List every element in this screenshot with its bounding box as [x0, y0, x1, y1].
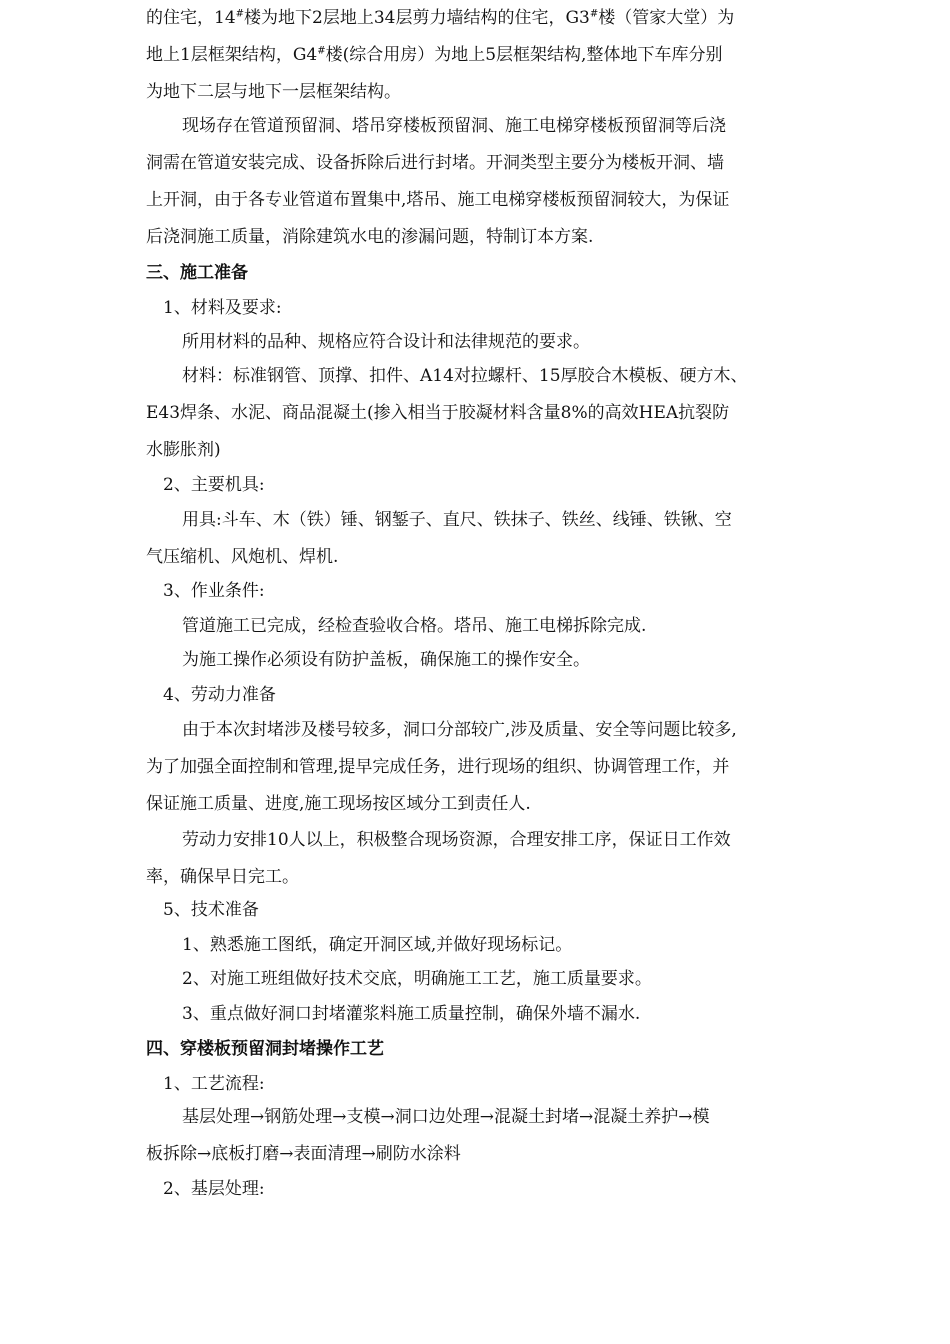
openings-line-2: 洞需在管道安装完成、设备拆除后进行封堵。开洞类型主要分为楼板开洞、墙: [146, 153, 724, 173]
s3-sub2-title: 2、主要机具:: [163, 475, 265, 495]
s3-tech-item-3: 3、重点做好洞口封堵灌浆料施工质量控制，确保外墙不漏水.: [182, 1004, 641, 1024]
s3-tech-item-2: 2、对施工班组做好技术交底，明确施工工艺，施工质量要求。: [182, 969, 652, 989]
labor2-line-1: 劳动力安排10人以上，积极整合现场资源，合理安排工序，保证日工作效: [182, 830, 731, 850]
tools-line-1: 用具:斗车、木（铁）锤、钢錾子、直尺、铁抹子、铁丝、线锤、铁锹、空: [182, 510, 732, 530]
intro-line-2: 地上1层框架结构，G4#楼(综合用房）为地上5层框架结构,整体地下车库分别: [146, 45, 723, 65]
openings-paragraph: [146, 108, 816, 256]
materials-line-1: 材料：标准钢管、顶撑、扣件、A14对拉螺杆、15厚胶合木模板、硬方木、: [182, 366, 748, 386]
openings-line-3: 上开洞，由于各专业管道布置集中,塔吊、施工电梯穿楼板预留洞较大，为保证: [146, 190, 730, 210]
s3-sub3-title: 3、作业条件:: [163, 581, 265, 601]
labor1-line-2: 为了加强全面控制和管理,提早完成任务，进行现场的组织、协调管理工作，并: [146, 757, 730, 777]
s4-sub2-title: 2、基层处理:: [163, 1179, 265, 1199]
labor1-line-1: 由于本次封堵涉及楼号较多，洞口分部较广,涉及质量、安全等问题比较多,: [182, 720, 737, 740]
intro-line-3: 为地下二层与地下一层框架结构。: [146, 82, 401, 102]
s3-tech-item-1: 1、熟悉施工图纸，确定开洞区域,并做好现场标记。: [182, 935, 573, 955]
s3-tools-paragraph: [146, 502, 816, 576]
section-3-heading: 三、施工准备: [146, 263, 248, 283]
process-line-1: 基层处理→钢筋处理→支模→洞口边处理→混凝土封堵→混凝土养护→模: [182, 1107, 710, 1127]
s3-sub3-p1: 管道施工已完成，经检查验收合格。塔吊、施工电梯拆除完成.: [182, 616, 647, 636]
s3-sub5-title: 5、技术准备: [163, 900, 259, 920]
s3-labor-paragraph-2: [146, 822, 816, 896]
intro-paragraph: [146, 0, 816, 111]
labor2-line-2: 率，确保早日完工。: [146, 867, 299, 887]
s3-sub3-p2: 为施工操作必须设有防护盖板，确保施工的操作安全。: [182, 650, 590, 670]
openings-line-4: 后浇洞施工质量，消除建筑水电的渗漏问题，特制订本方案.: [146, 227, 594, 247]
process-line-2: 板拆除→底板打磨→表面清理→刷防水涂料: [146, 1144, 461, 1164]
s3-sub1-title: 1、材料及要求:: [163, 298, 282, 318]
s3-sub1-p1: 所用材料的品种、规格应符合设计和法律规范的要求。: [182, 332, 590, 352]
s3-labor-paragraph-1: [146, 712, 816, 823]
materials-line-3: 水膨胀剂): [146, 440, 221, 460]
labor1-line-3: 保证施工质量、进度,施工现场按区域分工到责任人.: [146, 794, 531, 814]
s3-sub4-title: 4、劳动力准备: [163, 685, 276, 705]
s3-materials-paragraph: [146, 358, 816, 469]
s4-process-flow: [146, 1099, 816, 1173]
section-4-heading: 四、穿楼板预留洞封堵操作工艺: [146, 1039, 384, 1059]
s4-sub1-title: 1、工艺流程:: [163, 1074, 265, 1094]
intro-line-1: 的住宅，14#楼为地下2层地上34层剪力墙结构的住宅，G3#楼（管家大堂）为: [146, 8, 735, 28]
materials-line-2: E43焊条、水泥、商品混凝土(掺入相当于胶凝材料含量8%的高效HEA抗裂防: [146, 403, 730, 423]
openings-line-1: 现场存在管道预留洞、塔吊穿楼板预留洞、施工电梯穿楼板预留洞等后浇: [182, 116, 726, 136]
tools-line-2: 气压缩机、风炮机、焊机.: [146, 547, 339, 567]
